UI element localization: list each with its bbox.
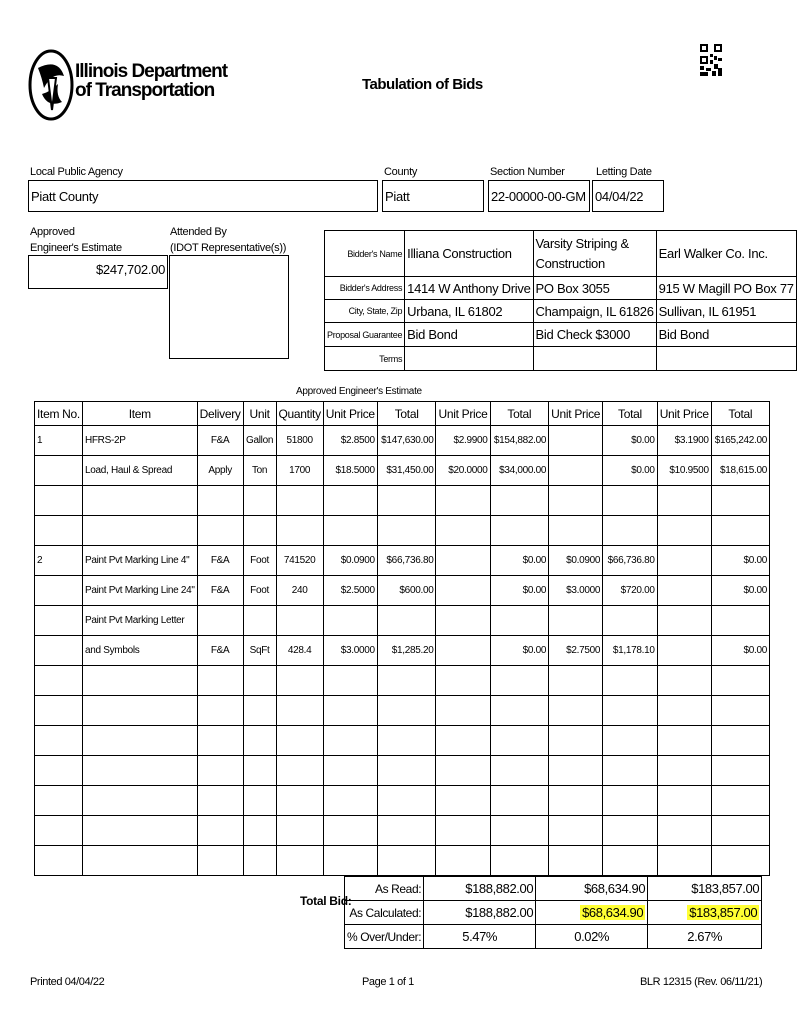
table-cell bbox=[243, 696, 276, 726]
table-cell bbox=[276, 816, 323, 846]
table-row bbox=[35, 456, 770, 486]
bidder-2-guarantee: Bid Check $3000 bbox=[533, 323, 656, 347]
table-cell bbox=[243, 846, 276, 876]
table-cell bbox=[657, 756, 711, 786]
attended-label-line-2: (IDOT Representative(s)) bbox=[170, 242, 287, 254]
table-row bbox=[35, 756, 770, 786]
column-header: Unit Price bbox=[436, 402, 490, 426]
table-cell bbox=[711, 696, 769, 726]
totals-label: As Calculated: bbox=[345, 901, 424, 925]
table-cell bbox=[82, 666, 197, 696]
totals-value-cell bbox=[536, 925, 648, 949]
bidder-2-name: Varsity Striping & Construction bbox=[533, 231, 656, 277]
table-cell: $2.8500 bbox=[323, 426, 377, 456]
table-cell bbox=[243, 726, 276, 756]
table-cell: Foot bbox=[243, 546, 276, 576]
table-cell bbox=[436, 696, 490, 726]
table-cell bbox=[603, 516, 658, 546]
table-cell bbox=[323, 696, 377, 726]
table-cell: $0.00 bbox=[711, 636, 769, 666]
totals-value: $183,857.00 bbox=[691, 881, 760, 896]
totals-value-cell bbox=[648, 901, 762, 925]
table-cell bbox=[82, 846, 197, 876]
table-cell: $3.0000 bbox=[549, 576, 603, 606]
table-cell bbox=[35, 516, 83, 546]
table-cell bbox=[490, 486, 549, 516]
table-cell: $3.1900 bbox=[657, 426, 711, 456]
table-cell bbox=[657, 486, 711, 516]
totals-value-cell bbox=[536, 901, 648, 925]
table-cell bbox=[436, 576, 490, 606]
letting-date-field[interactable]: 04/04/22 bbox=[592, 180, 664, 212]
bidder-1-name: Illiana Construction bbox=[405, 231, 533, 277]
table-cell bbox=[82, 696, 197, 726]
table-cell bbox=[377, 486, 436, 516]
bidder-1-city: Urbana, IL 61802 bbox=[405, 300, 533, 323]
totals-value: $68,634.90 bbox=[584, 881, 646, 896]
attended-by-label bbox=[170, 224, 286, 256]
table-cell bbox=[603, 726, 658, 756]
bidder-1-address: 1414 W Anthony Drive bbox=[405, 277, 533, 300]
table-cell bbox=[197, 726, 243, 756]
table-cell: $600.00 bbox=[377, 576, 436, 606]
column-header: Unit Price bbox=[657, 402, 711, 426]
table-cell: $0.00 bbox=[490, 546, 549, 576]
table-cell: $0.00 bbox=[490, 576, 549, 606]
table-cell bbox=[323, 516, 377, 546]
table-row bbox=[35, 606, 770, 636]
table-cell bbox=[711, 486, 769, 516]
bidder-2-address: PO Box 3055 bbox=[533, 277, 656, 300]
totals-row bbox=[345, 877, 762, 901]
table-row bbox=[35, 666, 770, 696]
table-cell bbox=[436, 636, 490, 666]
table-cell bbox=[490, 666, 549, 696]
table-cell: $0.00 bbox=[711, 576, 769, 606]
table-cell bbox=[323, 816, 377, 846]
table-cell: 51800 bbox=[276, 426, 323, 456]
table-cell bbox=[276, 606, 323, 636]
table-cell: 741520 bbox=[276, 546, 323, 576]
table-cell bbox=[35, 696, 83, 726]
bidder-terms-label: Terms bbox=[325, 347, 405, 371]
table-cell bbox=[657, 636, 711, 666]
table-cell: Apply bbox=[197, 456, 243, 486]
table-cell: and Symbols bbox=[82, 636, 197, 666]
table-cell bbox=[377, 816, 436, 846]
table-cell: Paint Pvt Marking Letter bbox=[82, 606, 197, 636]
table-cell bbox=[35, 726, 83, 756]
table-cell bbox=[603, 606, 658, 636]
column-header: Total bbox=[490, 402, 549, 426]
table-cell bbox=[35, 816, 83, 846]
table-cell bbox=[657, 786, 711, 816]
bidder-2-city: Champaign, IL 61826 bbox=[533, 300, 656, 323]
table-cell: $18.5000 bbox=[323, 456, 377, 486]
table-cell bbox=[436, 726, 490, 756]
table-cell bbox=[711, 666, 769, 696]
table-cell bbox=[549, 606, 603, 636]
table-cell bbox=[436, 516, 490, 546]
bidder-3-name: Earl Walker Co. Inc. bbox=[656, 231, 796, 277]
table-cell bbox=[711, 726, 769, 756]
table-cell bbox=[436, 486, 490, 516]
table-cell bbox=[82, 786, 197, 816]
attended-by-field[interactable] bbox=[169, 255, 289, 359]
table-cell: HFRS-2P bbox=[82, 426, 197, 456]
totals-table bbox=[344, 876, 762, 949]
logo-line-1: Illinois Department bbox=[75, 61, 228, 82]
table-cell bbox=[436, 606, 490, 636]
totals-value: $188,882.00 bbox=[465, 881, 534, 896]
totals-label: % Over/Under: bbox=[345, 925, 424, 949]
table-cell bbox=[657, 696, 711, 726]
table-cell bbox=[549, 846, 603, 876]
table-cell bbox=[603, 816, 658, 846]
table-cell bbox=[711, 756, 769, 786]
table-cell bbox=[436, 756, 490, 786]
table-cell: 1700 bbox=[276, 456, 323, 486]
table-cell bbox=[377, 756, 436, 786]
table-cell bbox=[82, 486, 197, 516]
table-cell bbox=[490, 816, 549, 846]
column-header: Total bbox=[603, 402, 658, 426]
table-cell bbox=[323, 756, 377, 786]
column-header: Unit bbox=[243, 402, 276, 426]
table-cell bbox=[197, 816, 243, 846]
table-cell bbox=[197, 786, 243, 816]
items-header-row bbox=[35, 402, 770, 426]
table-cell: $2.9900 bbox=[436, 426, 490, 456]
table-cell bbox=[323, 606, 377, 636]
agency-field[interactable]: Piatt County bbox=[28, 180, 378, 212]
table-cell: $18,615.00 bbox=[711, 456, 769, 486]
table-cell bbox=[197, 516, 243, 546]
table-cell bbox=[377, 696, 436, 726]
table-row bbox=[35, 516, 770, 546]
table-cell: F&A bbox=[197, 546, 243, 576]
logo-line-2: of Transportation bbox=[75, 80, 215, 101]
table-cell bbox=[549, 426, 603, 456]
totals-value: $68,634.90 bbox=[582, 905, 644, 920]
table-cell bbox=[35, 756, 83, 786]
table-cell bbox=[436, 666, 490, 696]
totals-value-cell bbox=[424, 901, 536, 925]
qr-code-icon bbox=[700, 44, 722, 76]
table-cell bbox=[490, 846, 549, 876]
table-cell bbox=[377, 666, 436, 696]
table-cell: 1 bbox=[35, 426, 83, 456]
table-cell bbox=[276, 666, 323, 696]
column-header: Item No. bbox=[35, 402, 83, 426]
totals-value-cell bbox=[648, 877, 762, 901]
table-cell: $0.00 bbox=[603, 426, 658, 456]
table-cell bbox=[243, 756, 276, 786]
attended-label-line-1: Attended By bbox=[170, 226, 227, 238]
table-cell bbox=[436, 846, 490, 876]
table-cell: $1,178.10 bbox=[603, 636, 658, 666]
table-cell bbox=[35, 456, 83, 486]
table-cell bbox=[549, 756, 603, 786]
items-table bbox=[34, 401, 770, 876]
total-bid-label: Total Bid: bbox=[300, 894, 352, 908]
table-cell: Paint Pvt Marking Line 4" bbox=[82, 546, 197, 576]
bidder-3-address: 915 W Magill PO Box 77 bbox=[656, 277, 796, 300]
table-cell bbox=[377, 846, 436, 876]
column-header: Total bbox=[711, 402, 769, 426]
table-cell: $0.00 bbox=[490, 636, 549, 666]
approved-label-line-2: Engineer's Estimate bbox=[30, 242, 122, 254]
table-cell bbox=[657, 816, 711, 846]
table-cell: F&A bbox=[197, 636, 243, 666]
totals-value: 5.47% bbox=[462, 929, 498, 944]
table-cell bbox=[549, 816, 603, 846]
table-cell bbox=[82, 726, 197, 756]
table-cell bbox=[323, 726, 377, 756]
table-cell bbox=[490, 786, 549, 816]
totals-value-cell bbox=[424, 877, 536, 901]
table-cell: $2.7500 bbox=[549, 636, 603, 666]
bidder-2-terms bbox=[533, 347, 656, 371]
column-header: Unit Price bbox=[549, 402, 603, 426]
table-cell: $0.00 bbox=[603, 456, 658, 486]
table-cell bbox=[377, 606, 436, 636]
totals-row bbox=[345, 925, 762, 949]
table-cell: $0.0900 bbox=[549, 546, 603, 576]
table-cell: $20.0000 bbox=[436, 456, 490, 486]
bidder-name-label: Bidder's Name bbox=[325, 231, 405, 277]
page-number: Page 1 of 1 bbox=[362, 976, 414, 988]
table-cell: 428.4 bbox=[276, 636, 323, 666]
table-cell: $154,882.00 bbox=[490, 426, 549, 456]
table-cell: $31,450.00 bbox=[377, 456, 436, 486]
table-cell bbox=[243, 816, 276, 846]
table-cell bbox=[82, 756, 197, 786]
table-cell bbox=[323, 666, 377, 696]
table-cell bbox=[197, 696, 243, 726]
table-cell bbox=[82, 816, 197, 846]
agency-logo-text bbox=[75, 62, 227, 100]
table-cell: 240 bbox=[276, 576, 323, 606]
table-cell: $66,736.80 bbox=[603, 546, 658, 576]
table-row bbox=[35, 636, 770, 666]
table-cell bbox=[711, 846, 769, 876]
totals-value-cell bbox=[424, 925, 536, 949]
table-cell bbox=[276, 756, 323, 786]
table-cell bbox=[35, 636, 83, 666]
table-cell bbox=[35, 666, 83, 696]
table-cell bbox=[549, 726, 603, 756]
table-row bbox=[35, 426, 770, 456]
agency-label: Local Public Agency bbox=[30, 166, 123, 178]
table-cell: Load, Haul & Spread bbox=[82, 456, 197, 486]
bidder-3-guarantee: Bid Bond bbox=[656, 323, 796, 347]
table-cell bbox=[657, 576, 711, 606]
table-cell bbox=[549, 486, 603, 516]
table-cell bbox=[711, 816, 769, 846]
table-cell bbox=[197, 666, 243, 696]
table-cell: $3.0000 bbox=[323, 636, 377, 666]
totals-value: $188,882.00 bbox=[465, 905, 534, 920]
table-cell bbox=[657, 546, 711, 576]
table-cell bbox=[711, 606, 769, 636]
table-cell bbox=[549, 456, 603, 486]
table-row bbox=[35, 786, 770, 816]
table-cell: $165,242.00 bbox=[711, 426, 769, 456]
table-cell bbox=[657, 726, 711, 756]
table-cell bbox=[549, 516, 603, 546]
table-row bbox=[35, 546, 770, 576]
table-cell bbox=[377, 726, 436, 756]
table-cell bbox=[490, 516, 549, 546]
table-cell: $0.00 bbox=[711, 546, 769, 576]
table-cell bbox=[35, 486, 83, 516]
table-cell bbox=[35, 786, 83, 816]
table-cell bbox=[490, 606, 549, 636]
table-cell bbox=[490, 696, 549, 726]
table-cell bbox=[243, 516, 276, 546]
county-field[interactable]: Piatt bbox=[382, 180, 484, 212]
table-cell bbox=[35, 606, 83, 636]
table-row bbox=[35, 576, 770, 606]
table-cell bbox=[603, 786, 658, 816]
column-header: Quantity bbox=[276, 402, 323, 426]
table-cell: $720.00 bbox=[603, 576, 658, 606]
form-number: BLR 12315 (Rev. 06/11/21) bbox=[640, 976, 763, 988]
table-cell bbox=[657, 606, 711, 636]
table-cell: SqFt bbox=[243, 636, 276, 666]
column-header: Delivery bbox=[197, 402, 243, 426]
table-row bbox=[35, 696, 770, 726]
table-cell bbox=[603, 666, 658, 696]
table-cell bbox=[323, 786, 377, 816]
table-cell bbox=[197, 486, 243, 516]
table-cell: $1,285.20 bbox=[377, 636, 436, 666]
table-cell: $66,736.80 bbox=[377, 546, 436, 576]
table-cell bbox=[377, 516, 436, 546]
bidder-3-city: Sullivan, IL 61951 bbox=[656, 300, 796, 323]
table-cell bbox=[276, 786, 323, 816]
section-label: Section Number bbox=[490, 166, 565, 178]
table-cell bbox=[549, 696, 603, 726]
table-row bbox=[35, 726, 770, 756]
column-header: Total bbox=[377, 402, 436, 426]
table-cell bbox=[603, 486, 658, 516]
table-cell bbox=[436, 816, 490, 846]
table-cell bbox=[549, 786, 603, 816]
table-cell: Foot bbox=[243, 576, 276, 606]
table-row bbox=[35, 486, 770, 516]
table-cell bbox=[323, 486, 377, 516]
table-cell bbox=[603, 846, 658, 876]
table-cell bbox=[377, 786, 436, 816]
table-cell bbox=[603, 696, 658, 726]
table-cell bbox=[197, 606, 243, 636]
table-cell bbox=[657, 666, 711, 696]
bidders-table bbox=[324, 230, 797, 371]
table-row bbox=[35, 846, 770, 876]
table-cell bbox=[436, 546, 490, 576]
approved-label-line-1: Approved bbox=[30, 226, 75, 238]
printed-date: Printed 04/04/22 bbox=[30, 976, 105, 988]
table-cell bbox=[197, 756, 243, 786]
table-cell bbox=[490, 726, 549, 756]
table-cell bbox=[323, 846, 377, 876]
table-cell bbox=[276, 846, 323, 876]
totals-label: As Read: bbox=[345, 877, 424, 901]
idot-logo-icon bbox=[28, 48, 74, 122]
bidder-1-guarantee: Bid Bond bbox=[405, 323, 533, 347]
table-cell: Paint Pvt Marking Line 24" bbox=[82, 576, 197, 606]
totals-row bbox=[345, 901, 762, 925]
totals-value-cell bbox=[648, 925, 762, 949]
table-cell: $2.5000 bbox=[323, 576, 377, 606]
table-cell bbox=[549, 666, 603, 696]
table-cell bbox=[490, 756, 549, 786]
table-cell bbox=[603, 756, 658, 786]
bidder-address-label: Bidder's Address bbox=[325, 277, 405, 300]
table-cell: F&A bbox=[197, 426, 243, 456]
table-cell bbox=[276, 486, 323, 516]
table-cell: F&A bbox=[197, 576, 243, 606]
estimate-caption: Approved Engineer's Estimate bbox=[296, 386, 422, 397]
table-cell: Gallon bbox=[243, 426, 276, 456]
bidder-guarantee-label: Proposal Guarantee bbox=[325, 323, 405, 347]
column-header: Item bbox=[82, 402, 197, 426]
table-cell bbox=[35, 576, 83, 606]
table-cell bbox=[243, 606, 276, 636]
table-cell: Ton bbox=[243, 456, 276, 486]
approved-estimate-label bbox=[30, 224, 122, 256]
totals-value: 0.02% bbox=[574, 929, 610, 944]
table-row bbox=[35, 816, 770, 846]
county-label: County bbox=[384, 166, 418, 178]
table-cell: $10.9500 bbox=[657, 456, 711, 486]
table-cell bbox=[711, 786, 769, 816]
bidder-city-label: City, State, Zip bbox=[325, 300, 405, 323]
table-cell bbox=[711, 516, 769, 546]
table-cell: $34,000.00 bbox=[490, 456, 549, 486]
totals-value-cell bbox=[536, 877, 648, 901]
totals-value: 2.67% bbox=[687, 929, 723, 944]
table-cell bbox=[276, 516, 323, 546]
table-cell bbox=[243, 786, 276, 816]
bidder-1-terms bbox=[405, 347, 533, 371]
table-cell bbox=[276, 726, 323, 756]
table-cell bbox=[243, 486, 276, 516]
letting-date-label: Letting Date bbox=[596, 166, 652, 178]
table-cell bbox=[35, 846, 83, 876]
document-title: Tabulation of Bids bbox=[362, 76, 483, 93]
table-cell bbox=[82, 516, 197, 546]
section-field[interactable]: 22-00000-00-GM bbox=[488, 180, 590, 212]
table-cell bbox=[276, 696, 323, 726]
table-cell bbox=[436, 786, 490, 816]
column-header: Unit Price bbox=[323, 402, 377, 426]
table-cell: $147,630.00 bbox=[377, 426, 436, 456]
table-cell bbox=[243, 666, 276, 696]
table-cell bbox=[197, 846, 243, 876]
table-cell: 2 bbox=[35, 546, 83, 576]
table-cell bbox=[657, 516, 711, 546]
table-cell bbox=[657, 846, 711, 876]
approved-estimate-field[interactable]: $247,702.00 bbox=[28, 255, 168, 289]
bidder-3-terms bbox=[656, 347, 796, 371]
table-cell: $0.0900 bbox=[323, 546, 377, 576]
totals-value: $183,857.00 bbox=[689, 905, 758, 920]
